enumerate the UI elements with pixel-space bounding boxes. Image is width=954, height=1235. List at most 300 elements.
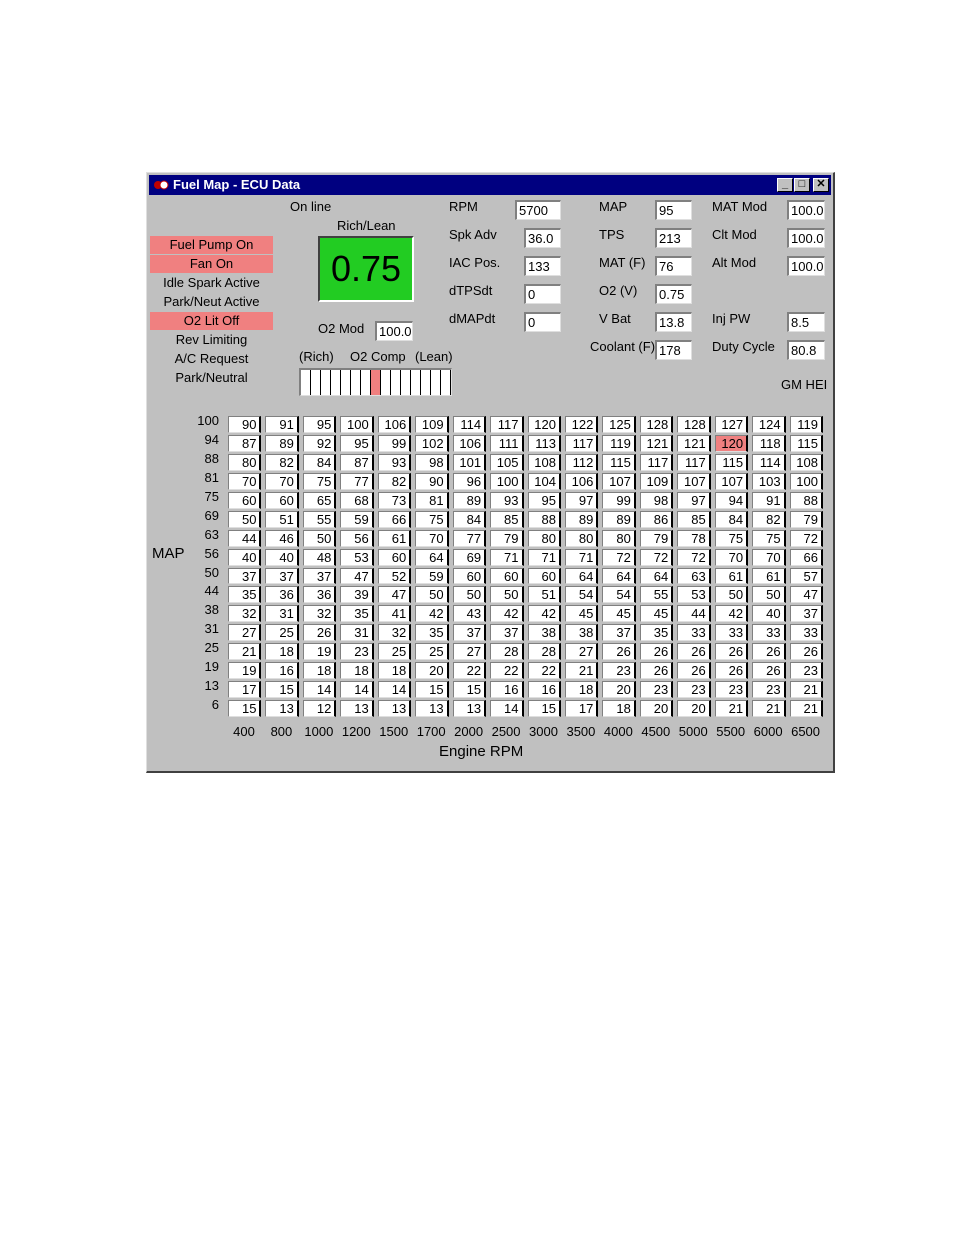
fuel-map-cell[interactable]: 89 [565, 511, 598, 528]
fuel-map-cell[interactable]: 35 [340, 605, 373, 622]
fuel-map-cell[interactable]: 59 [340, 511, 373, 528]
fuel-map-cell[interactable]: 26 [715, 662, 748, 679]
fuel-map-cell[interactable]: 26 [790, 643, 823, 660]
rich-label: (Rich) [299, 349, 334, 364]
fuel-map-cell[interactable]: 55 [640, 586, 673, 603]
fuel-map-cell[interactable]: 33 [715, 624, 748, 641]
status-indicator: Park/Neut Active [163, 294, 260, 309]
map-row-label: 100 [197, 413, 219, 428]
fuel-map-cell[interactable]: 61 [378, 530, 411, 547]
fuel-map-cell[interactable]: 32 [378, 624, 411, 641]
fuel-map-cell[interactable]: 70 [715, 549, 748, 566]
fuel-map-cell[interactable]: 109 [415, 416, 448, 433]
fuel-map-cell[interactable]: 27 [453, 643, 486, 660]
o2-comp-segment [321, 370, 331, 395]
fuel-map-cell[interactable]: 13 [378, 700, 411, 717]
fuel-map-cell[interactable]: 32 [303, 605, 336, 622]
fuel-map-cell[interactable]: 25 [378, 643, 411, 660]
fuel-map-cell[interactable]: 115 [602, 454, 635, 471]
fuel-map-cell[interactable]: 121 [677, 435, 710, 452]
map-row-label: 19 [204, 659, 219, 675]
fuel-map-cell[interactable]: 18 [340, 662, 373, 679]
fuel-map-cell[interactable]: 99 [602, 492, 635, 509]
fuel-map-cell[interactable]: 50 [490, 586, 523, 603]
fuel-map-cell[interactable]: 14 [340, 681, 373, 698]
duty-cycle-field[interactable]: 80.8 [787, 340, 825, 360]
status-indicator: Fuel Pump On [150, 236, 273, 254]
rpm-label: RPM [449, 199, 478, 214]
fuel-map-cell[interactable]: 40 [752, 605, 785, 622]
fuel-map-cell[interactable]: 18 [602, 700, 635, 717]
o2-comp-label: O2 Comp [350, 349, 406, 364]
fuel-map-cell[interactable]: 77 [453, 530, 486, 547]
fuel-map-cell[interactable]: 114 [453, 416, 486, 433]
fuel-map-cell[interactable]: 56 [340, 530, 373, 547]
fuel-map-cell[interactable]: 18 [265, 643, 298, 660]
fuel-map-cell[interactable]: 50 [752, 586, 785, 603]
fuel-map-cell[interactable]: 14 [303, 681, 336, 698]
fuel-map-cell[interactable]: 13 [453, 700, 486, 717]
fuel-map-cell[interactable]: 28 [490, 643, 523, 660]
fuel-map-cell[interactable]: 37 [228, 568, 261, 585]
fuel-map-cell[interactable]: 42 [415, 605, 448, 622]
fuel-map-cell[interactable]: 31 [340, 624, 373, 641]
fuel-map-cell[interactable]: 71 [490, 549, 523, 566]
inj-pw-field[interactable]: 8.5 [787, 312, 825, 332]
title-bar[interactable] [149, 175, 831, 195]
fuel-map-cell[interactable]: 26 [715, 643, 748, 660]
fuel-map-cell[interactable]: 66 [790, 549, 823, 566]
fuel-map-cell[interactable]: 85 [677, 511, 710, 528]
fuel-map-cell[interactable]: 113 [528, 435, 561, 452]
rich-lean-display: 0.75 [318, 236, 414, 302]
fuel-map-cell[interactable]: 100 [790, 473, 823, 490]
fuel-map-cell[interactable]: 40 [265, 549, 298, 566]
fuel-map-cell[interactable]: 82 [265, 454, 298, 471]
fuel-map-cell[interactable]: 105 [490, 454, 523, 471]
fuel-map-cell[interactable]: 108 [790, 454, 823, 471]
fuel-map-cell[interactable]: 72 [640, 549, 673, 566]
fuel-map-cell[interactable]: 64 [602, 568, 635, 585]
alt-mod-field[interactable]: 100.0 [787, 256, 825, 276]
fuel-map-cell[interactable]: 37 [453, 624, 486, 641]
fuel-map-cell[interactable]: 96 [453, 473, 486, 490]
fuel-map-cell[interactable]: 20 [415, 662, 448, 679]
fuel-map-cell[interactable]: 95 [340, 435, 373, 452]
fuel-map-cell[interactable]: 48 [303, 549, 336, 566]
fuel-map-cell[interactable]: 119 [790, 416, 823, 433]
fuel-map-cell[interactable]: 42 [715, 605, 748, 622]
fuel-map-cell[interactable]: 47 [790, 586, 823, 603]
fuel-map-cell[interactable]: 47 [340, 568, 373, 585]
fuel-map-cell[interactable]: 20 [640, 700, 673, 717]
fuel-map-cell[interactable]: 107 [715, 473, 748, 490]
fuel-map-cell[interactable]: 69 [453, 549, 486, 566]
fuel-map-cell[interactable]: 18 [303, 662, 336, 679]
fuel-map-cell[interactable]: 106 [565, 473, 598, 490]
fuel-map-cell[interactable]: 23 [602, 662, 635, 679]
fuel-map-cell[interactable]: 64 [640, 568, 673, 585]
fuel-map-cell[interactable]: 70 [752, 549, 785, 566]
fuel-map-cell[interactable]: 46 [265, 530, 298, 547]
fuel-map-cell[interactable]: 98 [640, 492, 673, 509]
fuel-map-cell[interactable]: 107 [677, 473, 710, 490]
fuel-map-cell[interactable]: 23 [752, 681, 785, 698]
fuel-map-cell[interactable]: 117 [677, 454, 710, 471]
fuel-map-cell[interactable]: 111 [490, 435, 523, 452]
fuel-map-cell[interactable]: 38 [565, 624, 598, 641]
fuel-map-cell[interactable]: 15 [453, 681, 486, 698]
fuel-map-cell[interactable]: 37 [265, 568, 298, 585]
coolant-field[interactable]: 178 [655, 340, 692, 360]
fuel-map-cell[interactable]: 60 [490, 568, 523, 585]
fuel-map-cell[interactable]: 15 [528, 700, 561, 717]
fuel-map-cell[interactable]: 121 [640, 435, 673, 452]
fuel-map-cell[interactable]: 117 [490, 416, 523, 433]
fuel-map-cell[interactable]: 26 [752, 662, 785, 679]
fuel-map-cell[interactable]: 43 [453, 605, 486, 622]
fuel-map-cell[interactable]: 26 [752, 643, 785, 660]
fuel-map-cell[interactable]: 64 [415, 549, 448, 566]
fuel-map-cell[interactable]: 88 [790, 492, 823, 509]
fuel-map-cell[interactable]: 22 [528, 662, 561, 679]
fuel-map-cell[interactable]: 42 [490, 605, 523, 622]
fuel-map-cell[interactable]: 53 [677, 586, 710, 603]
fuel-map-cell[interactable]: 19 [228, 662, 261, 679]
map-field[interactable]: 95 [655, 200, 692, 220]
fuel-map-cell[interactable]: 128 [640, 416, 673, 433]
fuel-map-cell[interactable]: 23 [790, 662, 823, 679]
fuel-map-cell[interactable]: 16 [528, 681, 561, 698]
fuel-map-cell[interactable]: 18 [378, 662, 411, 679]
fuel-map-cell[interactable]: 14 [378, 681, 411, 698]
fuel-map-cell[interactable]: 68 [340, 492, 373, 509]
fuel-map-cell[interactable]: 82 [378, 473, 411, 490]
fuel-map-cell[interactable]: 119 [602, 435, 635, 452]
fuel-map-cell[interactable]: 85 [490, 511, 523, 528]
fuel-map-cell[interactable]: 23 [677, 681, 710, 698]
fuel-map-cell[interactable]: 28 [528, 643, 561, 660]
fuel-map-cell[interactable]: 60 [228, 492, 261, 509]
fuel-map-cell[interactable]: 79 [640, 530, 673, 547]
lean-label: (Lean) [415, 349, 453, 364]
fuel-map-cell[interactable]: 23 [715, 681, 748, 698]
fuel-map-cell[interactable]: 97 [565, 492, 598, 509]
fuel-map-cell[interactable]: 90 [415, 473, 448, 490]
fuel-map-cell[interactable]: 53 [340, 549, 373, 566]
fuel-map-cell[interactable]: 80 [228, 454, 261, 471]
fuel-map-cell[interactable]: 21 [752, 700, 785, 717]
vbat-field[interactable]: 13.8 [655, 312, 692, 332]
fuel-map-cell[interactable]: 55 [303, 511, 336, 528]
fuel-map-cell[interactable]: 89 [602, 511, 635, 528]
fuel-map-cell[interactable]: 106 [378, 416, 411, 433]
fuel-map-cell[interactable]: 98 [415, 454, 448, 471]
fuel-map-cell[interactable]: 21 [715, 700, 748, 717]
fuel-map-cell[interactable]: 19 [303, 643, 336, 660]
fuel-map-cell[interactable]: 86 [640, 511, 673, 528]
fuel-map-cell[interactable]: 45 [602, 605, 635, 622]
spk-adv-label: Spk Adv [449, 227, 497, 242]
fuel-map-cell[interactable]: 93 [378, 454, 411, 471]
fuel-map-cell[interactable]: 33 [677, 624, 710, 641]
fuel-map-cell[interactable]: 89 [453, 492, 486, 509]
fuel-map-cell[interactable]: 73 [378, 492, 411, 509]
fuel-map-cell[interactable]: 37 [602, 624, 635, 641]
fuel-map-cell[interactable]: 35 [640, 624, 673, 641]
fuel-map-cell[interactable]: 26 [677, 662, 710, 679]
fuel-map-cell[interactable]: 95 [303, 416, 336, 433]
map-row-label: 56 [204, 545, 219, 561]
fuel-map-cell[interactable]: 66 [378, 511, 411, 528]
fuel-map-cell[interactable]: 54 [602, 586, 635, 603]
fuel-map-cell[interactable]: 23 [640, 681, 673, 698]
map-row-label: 88 [204, 450, 219, 466]
fuel-map-cell[interactable]: 35 [228, 586, 261, 603]
fuel-map-cell[interactable]: 50 [453, 586, 486, 603]
mat-mod-field[interactable]: 100.0 [787, 200, 825, 220]
rpm-column-label: 5000 [678, 724, 708, 739]
fuel-map-cell[interactable]: 124 [752, 416, 785, 433]
fuel-map-cell[interactable]: 88 [528, 511, 561, 528]
fuel-map-cell[interactable]: 94 [715, 492, 748, 509]
fuel-map-cell[interactable]: 117 [565, 435, 598, 452]
dmapdt-label: dMAPdt [449, 311, 496, 326]
fuel-map-cell[interactable]: 65 [303, 492, 336, 509]
fuel-map-cell[interactable]: 52 [378, 568, 411, 585]
fuel-map-cell[interactable]: 13 [265, 700, 298, 717]
fuel-map-cell[interactable]: 47 [378, 586, 411, 603]
fuel-map-cell[interactable]: 60 [378, 549, 411, 566]
fuel-map-cell[interactable]: 45 [565, 605, 598, 622]
fuel-map-cell[interactable]: 42 [528, 605, 561, 622]
fuel-map-cell[interactable]: 50 [303, 530, 336, 547]
fuel-map-cell[interactable]: 72 [677, 549, 710, 566]
fuel-map-cell[interactable]: 36 [303, 586, 336, 603]
fuel-map-cell[interactable]: 75 [715, 530, 748, 547]
tps-field[interactable]: 213 [655, 228, 692, 248]
fuel-map-cell[interactable]: 71 [565, 549, 598, 566]
fuel-map-cell[interactable]: 71 [528, 549, 561, 566]
fuel-map-cell[interactable]: 107 [602, 473, 635, 490]
fuel-map-cell[interactable]: 102 [415, 435, 448, 452]
fuel-map-cell[interactable]: 12 [303, 700, 336, 717]
fuel-map-cell[interactable]: 17 [565, 700, 598, 717]
fuel-map-cell[interactable]: 16 [490, 681, 523, 698]
fuel-map-cell[interactable]: 16 [265, 662, 298, 679]
fuel-map-cell[interactable]: 38 [528, 624, 561, 641]
mat-field[interactable]: 76 [655, 256, 692, 276]
fuel-map-cell[interactable]: 80 [528, 530, 561, 547]
fuel-map-cell[interactable]: 44 [228, 530, 261, 547]
fuel-map-cell[interactable]: 72 [790, 530, 823, 547]
fuel-map-cell[interactable]: 20 [602, 681, 635, 698]
fuel-map-cell[interactable]: 33 [790, 624, 823, 641]
fuel-map-cell[interactable]: 70 [228, 473, 261, 490]
fuel-map-cell[interactable]: 115 [715, 454, 748, 471]
fuel-map-cell[interactable]: 90 [228, 416, 261, 433]
o2-volts-field[interactable]: 0.75 [655, 284, 692, 304]
fuel-map-cell[interactable]: 61 [715, 568, 748, 585]
fuel-map-cell[interactable]: 112 [565, 454, 598, 471]
fuel-map-cell[interactable]: 128 [677, 416, 710, 433]
fuel-map-cell[interactable]: 103 [752, 473, 785, 490]
rpm-field[interactable]: 5700 [515, 200, 561, 220]
fuel-map-cell[interactable]: 87 [340, 454, 373, 471]
fuel-map-cell[interactable]: 59 [415, 568, 448, 585]
fuel-map-cell[interactable]: 57 [790, 568, 823, 585]
fuel-map-cell[interactable]: 26 [303, 624, 336, 641]
fuel-map-cell[interactable]: 101 [453, 454, 486, 471]
fuel-map-cell[interactable]: 26 [640, 662, 673, 679]
fuel-map-cell[interactable]: 91 [752, 492, 785, 509]
fuel-map-cell[interactable]: 120 [528, 416, 561, 433]
fuel-map-cell[interactable]: 127 [715, 416, 748, 433]
fuel-map-cell[interactable]: 70 [415, 530, 448, 547]
fuel-map-cell[interactable]: 80 [602, 530, 635, 547]
map-row-label: 25 [204, 640, 219, 656]
fuel-map-cell[interactable]: 78 [677, 530, 710, 547]
fuel-map-cell[interactable]: 109 [640, 473, 673, 490]
fuel-map-cell[interactable]: 21 [228, 643, 261, 660]
fuel-map-cell[interactable]: 64 [565, 568, 598, 585]
fuel-map-cell[interactable]: 39 [340, 586, 373, 603]
fuel-map-cell[interactable]: 92 [303, 435, 336, 452]
fuel-map-cell[interactable]: 26 [640, 643, 673, 660]
fuel-map-cell[interactable]: 115 [790, 435, 823, 452]
fuel-map-cell[interactable]: 45 [640, 605, 673, 622]
fuel-map-cell[interactable]: 87 [228, 435, 261, 452]
fuel-map-cell[interactable]: 50 [415, 586, 448, 603]
fuel-map-cell[interactable]: 70 [265, 473, 298, 490]
fuel-map-cell[interactable]: 21 [565, 662, 598, 679]
fuel-map-cell[interactable]: 118 [752, 435, 785, 452]
fuel-map-cell[interactable]: 120 [715, 435, 748, 452]
fuel-map-cell[interactable]: 33 [752, 624, 785, 641]
rpm-column-label: 400 [233, 724, 255, 739]
maximize-button[interactable]: □ [794, 178, 810, 192]
fuel-map-cell[interactable]: 93 [490, 492, 523, 509]
fuel-map-cell[interactable]: 23 [340, 643, 373, 660]
fuel-map-cell[interactable]: 104 [528, 473, 561, 490]
fuel-map-cell[interactable]: 75 [303, 473, 336, 490]
fuel-map-cell[interactable]: 31 [265, 605, 298, 622]
fuel-map-cell[interactable]: 125 [602, 416, 635, 433]
fuel-map-cell[interactable]: 18 [565, 681, 598, 698]
fuel-map-cell[interactable]: 27 [228, 624, 261, 641]
fuel-map-cell[interactable]: 37 [790, 605, 823, 622]
fuel-map-cell[interactable]: 84 [453, 511, 486, 528]
fuel-map-cell[interactable]: 41 [378, 605, 411, 622]
status-indicator: A/C Request [174, 351, 249, 366]
fuel-map-cell[interactable]: 81 [415, 492, 448, 509]
fuel-map-cell[interactable]: 77 [340, 473, 373, 490]
fuel-map-cell[interactable]: 17 [228, 681, 261, 698]
fuel-map-cell[interactable]: 44 [677, 605, 710, 622]
fuel-map-cell[interactable]: 100 [340, 416, 373, 433]
minimize-button[interactable]: _ [777, 178, 793, 192]
fuel-map-cell[interactable]: 13 [415, 700, 448, 717]
fuel-map-cell[interactable]: 84 [303, 454, 336, 471]
fuel-map-cell[interactable]: 89 [265, 435, 298, 452]
fuel-map-cell[interactable]: 106 [453, 435, 486, 452]
fuel-map-cell[interactable]: 80 [565, 530, 598, 547]
fuel-map-cell[interactable]: 15 [415, 681, 448, 698]
fuel-map-cell[interactable]: 21 [790, 681, 823, 698]
fuel-map-cell[interactable]: 13 [340, 700, 373, 717]
fuel-map-cell[interactable]: 40 [228, 549, 261, 566]
fuel-map-cell[interactable]: 26 [602, 643, 635, 660]
fuel-map-cell[interactable]: 75 [415, 511, 448, 528]
fuel-map-cell[interactable]: 82 [752, 511, 785, 528]
fuel-map-cell[interactable]: 21 [790, 700, 823, 717]
fuel-map-cell[interactable]: 91 [265, 416, 298, 433]
fuel-map-cell[interactable]: 37 [303, 568, 336, 585]
fuel-map-cell[interactable]: 60 [453, 568, 486, 585]
fuel-map-cell[interactable]: 32 [228, 605, 261, 622]
fuel-map-cell[interactable]: 25 [415, 643, 448, 660]
fuel-map-cell[interactable]: 99 [378, 435, 411, 452]
fuel-map-cell[interactable]: 51 [265, 511, 298, 528]
fuel-map-cell[interactable]: 36 [265, 586, 298, 603]
fuel-map-cell[interactable]: 15 [265, 681, 298, 698]
fuel-map-cell[interactable]: 75 [752, 530, 785, 547]
fuel-map-cell[interactable]: 60 [265, 492, 298, 509]
fuel-map-cell[interactable]: 25 [265, 624, 298, 641]
fuel-map-cell[interactable]: 79 [790, 511, 823, 528]
fuel-map-cell[interactable]: 97 [677, 492, 710, 509]
mat-mod-label: MAT Mod [712, 199, 768, 214]
fuel-map-cell[interactable]: 50 [228, 511, 261, 528]
fuel-map-cell[interactable]: 51 [528, 586, 561, 603]
close-button[interactable]: ✕ [813, 178, 829, 192]
fuel-map-cell[interactable]: 15 [228, 700, 261, 717]
fuel-map-cell[interactable]: 108 [528, 454, 561, 471]
fuel-map-cell[interactable]: 122 [565, 416, 598, 433]
fuel-map-cell[interactable]: 14 [490, 700, 523, 717]
fuel-map-cell[interactable]: 20 [677, 700, 710, 717]
fuel-map-cell[interactable]: 79 [490, 530, 523, 547]
fuel-map-cell[interactable]: 27 [565, 643, 598, 660]
fuel-map-cell[interactable]: 100 [490, 473, 523, 490]
fuel-map-cell[interactable]: 50 [715, 586, 748, 603]
fuel-map-cell[interactable]: 22 [490, 662, 523, 679]
fuel-map-cell[interactable]: 72 [602, 549, 635, 566]
fuel-map-cell[interactable]: 35 [415, 624, 448, 641]
fuel-map-cell[interactable]: 22 [453, 662, 486, 679]
ignition-type-label: GM HEI [781, 377, 828, 392]
fuel-map-cell[interactable]: 114 [752, 454, 785, 471]
fuel-map-cell[interactable]: 61 [752, 568, 785, 585]
fuel-map-cell[interactable]: 60 [528, 568, 561, 585]
dtpsdt-field[interactable]: 0 [524, 284, 561, 304]
fuel-map-cell[interactable]: 63 [677, 568, 710, 585]
fuel-map-window [146, 172, 835, 773]
map-row-label: 38 [204, 602, 219, 618]
fuel-map-cell[interactable]: 37 [490, 624, 523, 641]
map-row-label: 6 [211, 697, 219, 713]
o2-mod-field[interactable]: 100.0 [375, 321, 413, 341]
iac-pos-field[interactable]: 133 [524, 256, 561, 276]
fuel-map-cell[interactable]: 84 [715, 511, 748, 528]
fuel-map-cell[interactable]: 95 [528, 492, 561, 509]
fuel-map-cell[interactable]: 117 [640, 454, 673, 471]
fuel-map-cell[interactable]: 26 [677, 643, 710, 660]
dmapdt-field[interactable]: 0 [524, 312, 561, 332]
spk-adv-field[interactable]: 36.0 [524, 228, 561, 248]
clt-mod-field[interactable]: 100.0 [787, 228, 825, 248]
fuel-map-cell[interactable]: 54 [565, 586, 598, 603]
